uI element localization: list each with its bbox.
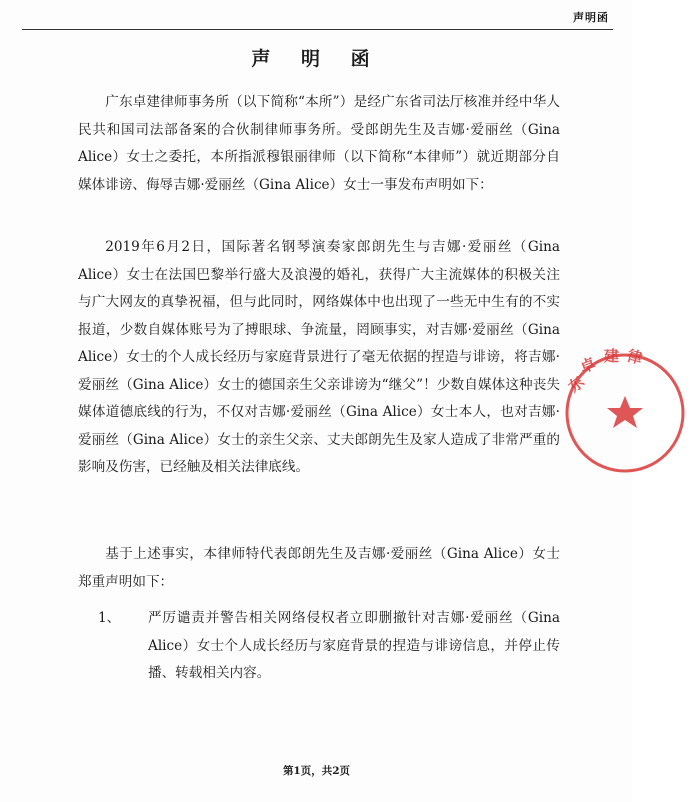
- paragraph-declaration: 基于上述事实，本律师特代表郎朗先生及吉娜·爱丽丝（Gina Alice）女士郑重声明如下：: [78, 546, 560, 590]
- document-title: 声 明 函: [251, 48, 382, 70]
- list-item-number: 1、: [98, 610, 121, 626]
- svg-text:建: 建: [604, 347, 620, 365]
- law-firm-seal-stamp: [560, 348, 690, 478]
- paragraph-facts: 2019年6月2日，国际著名钢琴演奏家郎朗先生与吉娜·爱丽丝（Gina Alice）女士在法国巴黎举行盛大及浪漫的婚礼，获得广大主流媒体的积极关注与广大网友的真挚祝福，但与此同时，网络媒体中也出现了一些无中生有的不实报道，少数自媒体账号为了搏眼球、争流量，罔顾事实，对吉娜·爱丽丝（Gina Alice）女士的个人成长经历与家庭背景进行了毫无依据的捏造与诽谤，将吉娜·爱丽丝（Gina Alice）女士的德国亲生父亲诽谤为“继父”！少数自媒体这种丧失媒体道德底线的行为，不仅对吉娜·爱丽丝（Gina Alice）女士本人，也对吉娜·爱丽丝（Gina Alice）女士的亲生父亲、丈夫郎朗先生及家人造成了非常严重的影响及伤害，已经触及相关法律底线。: [78, 239, 560, 475]
- page-number-footer: 第1页，共2页: [282, 765, 351, 777]
- header-label: 声明函: [573, 11, 609, 24]
- paragraph-intro: 广东卓建律师事务所（以下简称“本所”）是经广东省司法厅核准并经中华人民共和国司法部备案的合伙制律师事务所。受郎朗先生及吉娜·爱丽丝（Gina Alice）女士之委托，本所指派穆银丽律师（以下简称“本律师”）就近期部分自媒体诽谤、侮辱吉娜·爱丽丝（Gina Alice）女士一事发布声明如下：: [78, 94, 560, 193]
- svg-text:东: 东: [564, 372, 588, 397]
- header-divider: [22, 29, 613, 30]
- svg-text:律: 律: [625, 346, 645, 368]
- list-item-text: 严厉谴责并警告相关网络侵权者立即删撤针对吉娜·爱丽丝（Gina Alice）女士个人成长经历与家庭背景的捏造与诽谤信息，并停止传播、转载相关内容。: [148, 610, 560, 681]
- svg-text:卓: 卓: [577, 354, 598, 377]
